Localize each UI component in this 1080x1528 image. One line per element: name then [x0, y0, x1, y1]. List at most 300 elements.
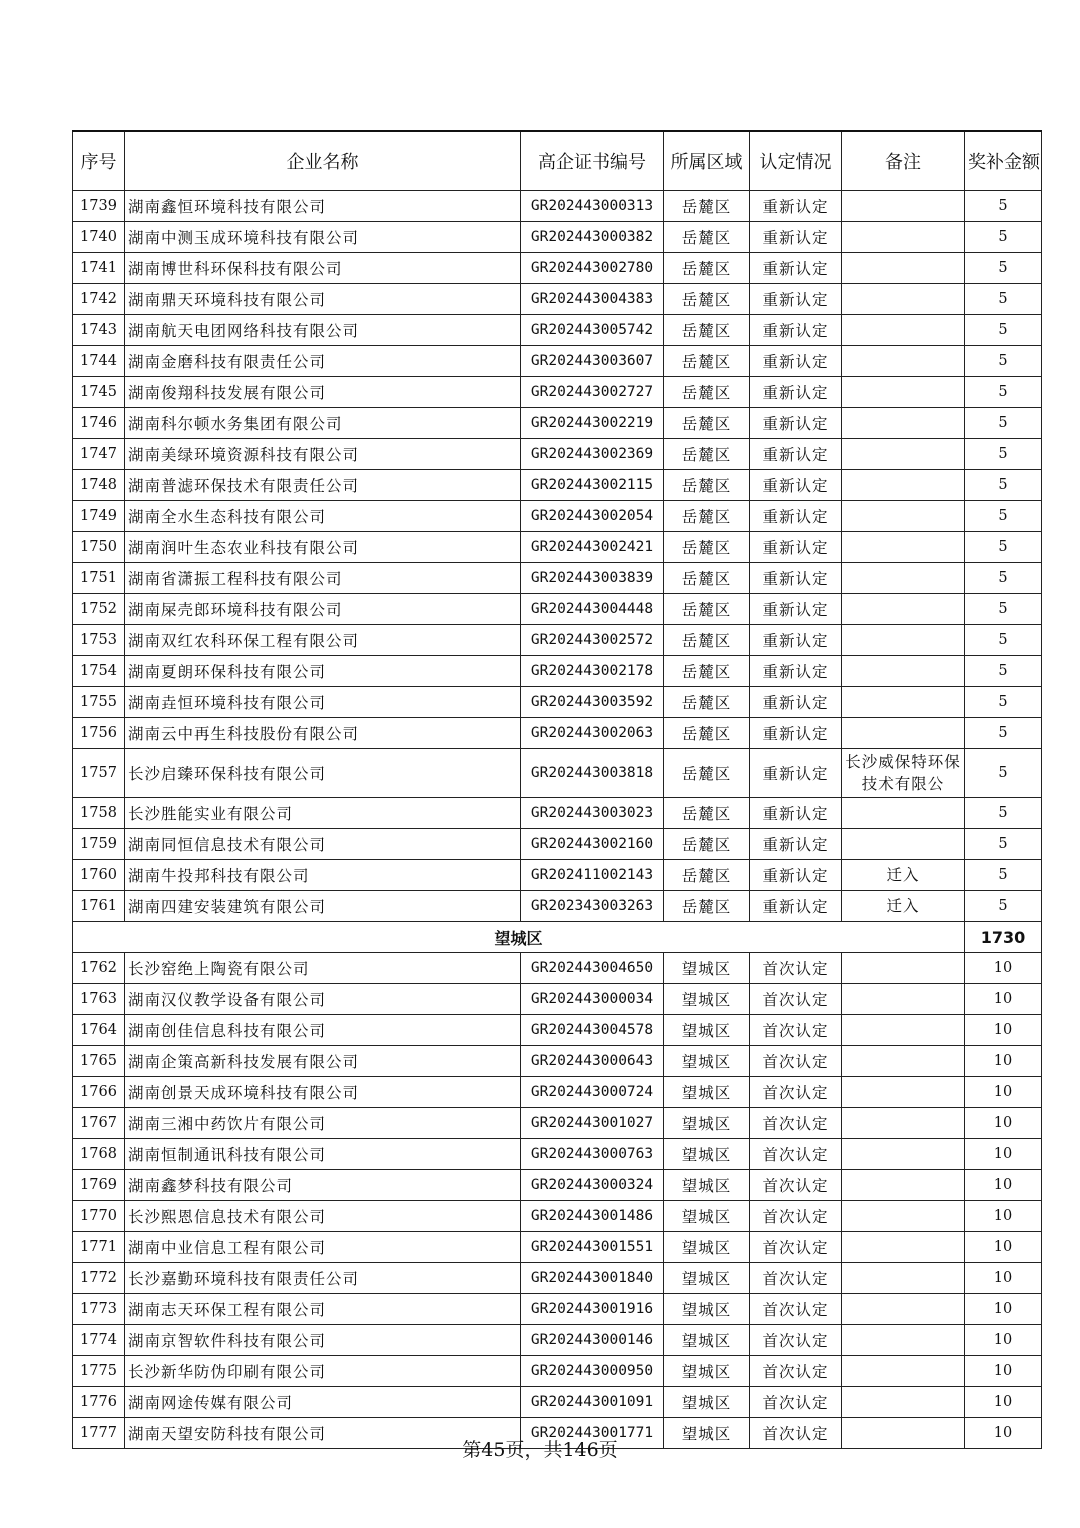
cell-cert-number: GR202443003607 — [521, 346, 664, 377]
table-row — [73, 1387, 1042, 1418]
cell-status: 首次认定 — [750, 953, 842, 984]
table-row — [73, 1170, 1042, 1201]
table-row — [73, 1325, 1042, 1356]
cell-no: 1760 — [73, 860, 125, 891]
cell-status: 重新认定 — [750, 501, 842, 532]
cell-no: 1751 — [73, 563, 125, 594]
cell-area: 岳麓区 — [664, 222, 750, 253]
cell-no: 1775 — [73, 1356, 125, 1387]
cell-note — [842, 377, 965, 408]
cell-no: 1763 — [73, 984, 125, 1015]
cell-area: 岳麓区 — [664, 284, 750, 315]
cell-status: 首次认定 — [750, 1046, 842, 1077]
cell-company-name: 湖南省潇振工程科技有限公司 — [125, 563, 521, 594]
cell-area: 岳麓区 — [664, 191, 750, 222]
table-row — [73, 1232, 1042, 1263]
cell-company-name: 湖南京智软件科技有限公司 — [125, 1325, 521, 1356]
cell-amount: 5 — [965, 829, 1042, 860]
table-row — [73, 563, 1042, 594]
cell-note — [842, 346, 965, 377]
cell-amount: 5 — [965, 377, 1042, 408]
cell-cert-number: GR202443003023 — [521, 798, 664, 829]
cell-note — [842, 1294, 965, 1325]
cell-amount: 10 — [965, 1263, 1042, 1294]
cell-area: 岳麓区 — [664, 749, 750, 798]
cell-status: 重新认定 — [750, 687, 842, 718]
cell-cert-number: GR202343003263 — [521, 891, 664, 922]
header-name: 企业名称 — [125, 131, 521, 191]
cell-cert-number: GR202443002160 — [521, 829, 664, 860]
cell-company-name: 长沙胜能实业有限公司 — [125, 798, 521, 829]
section-total: 1730 — [965, 922, 1042, 953]
cell-area: 岳麓区 — [664, 346, 750, 377]
cell-status: 重新认定 — [750, 222, 842, 253]
cell-no: 1746 — [73, 408, 125, 439]
cell-no: 1776 — [73, 1387, 125, 1418]
header-cert: 高企证书编号 — [521, 131, 664, 191]
cell-company-name: 湖南志天环保工程有限公司 — [125, 1294, 521, 1325]
cell-cert-number: GR202443002115 — [521, 470, 664, 501]
cell-cert-number: GR202443003839 — [521, 563, 664, 594]
cell-status: 首次认定 — [750, 1108, 842, 1139]
cell-status: 重新认定 — [750, 860, 842, 891]
cell-amount: 5 — [965, 718, 1042, 749]
cell-company-name: 湖南牛投邦科技有限公司 — [125, 860, 521, 891]
cell-amount: 10 — [965, 1356, 1042, 1387]
cell-cert-number: GR202443001027 — [521, 1108, 664, 1139]
cell-cert-number: GR202443003818 — [521, 749, 664, 798]
table-row — [73, 1015, 1042, 1046]
cell-note — [842, 439, 965, 470]
cell-company-name: 长沙熙恩信息技术有限公司 — [125, 1201, 521, 1232]
cell-note — [842, 1077, 965, 1108]
table-row — [73, 284, 1042, 315]
cell-status: 重新认定 — [750, 594, 842, 625]
cell-cert-number: GR202443000382 — [521, 222, 664, 253]
table-row — [73, 1201, 1042, 1232]
table-row — [73, 860, 1042, 891]
cell-company-name: 湖南屎壳郎环境科技有限公司 — [125, 594, 521, 625]
cell-amount: 5 — [965, 408, 1042, 439]
cell-no: 1773 — [73, 1294, 125, 1325]
table-row — [73, 222, 1042, 253]
cell-company-name: 湖南中测玉成环境科技有限公司 — [125, 222, 521, 253]
cell-status: 重新认定 — [750, 408, 842, 439]
cell-note — [842, 1015, 965, 1046]
cell-cert-number: GR202443001091 — [521, 1387, 664, 1418]
cell-note — [842, 829, 965, 860]
cell-area: 岳麓区 — [664, 377, 750, 408]
cell-cert-number: GR202443004578 — [521, 1015, 664, 1046]
cell-area: 岳麓区 — [664, 798, 750, 829]
table-row — [73, 953, 1042, 984]
cell-company-name: 湖南创佳信息科技有限公司 — [125, 1015, 521, 1046]
table-row — [73, 408, 1042, 439]
cell-area: 望城区 — [664, 1387, 750, 1418]
cell-amount: 5 — [965, 687, 1042, 718]
cell-status: 首次认定 — [750, 1077, 842, 1108]
cell-company-name: 湖南普滤环保技术有限责任公司 — [125, 470, 521, 501]
cell-amount: 5 — [965, 749, 1042, 798]
cell-company-name: 湖南双红农科环保工程有限公司 — [125, 625, 521, 656]
cell-note: 长沙威保特环保技术有限公 — [842, 749, 965, 798]
cell-cert-number: GR202443005742 — [521, 315, 664, 346]
cell-no: 1754 — [73, 656, 125, 687]
cell-status: 首次认定 — [750, 1418, 842, 1449]
cell-cert-number: GR202443002369 — [521, 439, 664, 470]
cell-note — [842, 1046, 965, 1077]
cell-amount: 10 — [965, 1201, 1042, 1232]
cell-company-name: 湖南四建安装建筑有限公司 — [125, 891, 521, 922]
cell-amount: 10 — [965, 1232, 1042, 1263]
page-footer: 第45页，共146页 — [462, 1439, 618, 1461]
cell-area: 望城区 — [664, 1077, 750, 1108]
cell-amount: 10 — [965, 1418, 1042, 1449]
cell-company-name: 湖南创景天成环境科技有限公司 — [125, 1077, 521, 1108]
cell-cert-number: GR202443002572 — [521, 625, 664, 656]
table-row — [73, 377, 1042, 408]
cell-note — [842, 532, 965, 563]
cell-cert-number: GR202443001916 — [521, 1294, 664, 1325]
table-row — [73, 984, 1042, 1015]
cell-status: 重新认定 — [750, 253, 842, 284]
table-row — [73, 891, 1042, 922]
cell-cert-number: GR202443004448 — [521, 594, 664, 625]
cell-status: 首次认定 — [750, 1232, 842, 1263]
cell-area: 望城区 — [664, 1325, 750, 1356]
cell-note: 迁入 — [842, 891, 965, 922]
cell-area: 岳麓区 — [664, 532, 750, 563]
cell-note — [842, 984, 965, 1015]
cell-note — [842, 1139, 965, 1170]
cell-no: 1771 — [73, 1232, 125, 1263]
cell-note — [842, 315, 965, 346]
cell-note — [842, 501, 965, 532]
cell-amount: 10 — [965, 1294, 1042, 1325]
cell-amount: 10 — [965, 1077, 1042, 1108]
cell-note — [842, 1356, 965, 1387]
cell-area: 岳麓区 — [664, 891, 750, 922]
cell-amount: 10 — [965, 1015, 1042, 1046]
cell-no: 1748 — [73, 470, 125, 501]
cell-area: 岳麓区 — [664, 315, 750, 346]
cell-cert-number: GR202443004650 — [521, 953, 664, 984]
cell-cert-number: GR202443000146 — [521, 1325, 664, 1356]
cell-note — [842, 687, 965, 718]
cell-cert-number: GR202443000763 — [521, 1139, 664, 1170]
cell-no: 1766 — [73, 1077, 125, 1108]
cell-company-name: 湖南博世科环保科技有限公司 — [125, 253, 521, 284]
header-status: 认定情况 — [750, 131, 842, 191]
cell-amount: 5 — [965, 346, 1042, 377]
cell-area: 望城区 — [664, 1294, 750, 1325]
cell-company-name: 湖南网途传媒有限公司 — [125, 1387, 521, 1418]
cell-amount: 10 — [965, 1387, 1042, 1418]
cell-status: 首次认定 — [750, 1170, 842, 1201]
cell-status: 首次认定 — [750, 984, 842, 1015]
cell-status: 重新认定 — [750, 625, 842, 656]
cell-status: 重新认定 — [750, 377, 842, 408]
cell-company-name: 湖南中业信息工程有限公司 — [125, 1232, 521, 1263]
cell-area: 望城区 — [664, 1108, 750, 1139]
cell-amount: 5 — [965, 798, 1042, 829]
cell-cert-number: GR202443000724 — [521, 1077, 664, 1108]
cell-no: 1762 — [73, 953, 125, 984]
cell-note — [842, 563, 965, 594]
table-row — [73, 656, 1042, 687]
cell-company-name: 湖南同恒信息技术有限公司 — [125, 829, 521, 860]
cell-status: 首次认定 — [750, 1294, 842, 1325]
cell-note — [842, 1201, 965, 1232]
cell-no: 1745 — [73, 377, 125, 408]
cell-amount: 5 — [965, 563, 1042, 594]
cell-area: 岳麓区 — [664, 563, 750, 594]
cell-status: 重新认定 — [750, 284, 842, 315]
cell-area: 望城区 — [664, 1139, 750, 1170]
cell-amount: 5 — [965, 315, 1042, 346]
cell-area: 岳麓区 — [664, 718, 750, 749]
table-row — [73, 594, 1042, 625]
cell-area: 望城区 — [664, 1201, 750, 1232]
cell-note — [842, 191, 965, 222]
cell-area: 望城区 — [664, 953, 750, 984]
cell-company-name: 湖南润叶生态农业科技有限公司 — [125, 532, 521, 563]
cell-cert-number: GR202443003592 — [521, 687, 664, 718]
cell-status: 重新认定 — [750, 191, 842, 222]
table-row — [73, 346, 1042, 377]
cell-cert-number: GR202443001551 — [521, 1232, 664, 1263]
cell-company-name: 湖南云中再生科技股份有限公司 — [125, 718, 521, 749]
cell-company-name: 湖南俊翔科技发展有限公司 — [125, 377, 521, 408]
cell-no: 1755 — [73, 687, 125, 718]
cell-no: 1761 — [73, 891, 125, 922]
cell-area: 望城区 — [664, 1015, 750, 1046]
cell-cert-number: GR202443001486 — [521, 1201, 664, 1232]
cell-status: 首次认定 — [750, 1139, 842, 1170]
table-row — [73, 1294, 1042, 1325]
cell-cert-number: GR202443000313 — [521, 191, 664, 222]
cell-no: 1749 — [73, 501, 125, 532]
cell-note — [842, 625, 965, 656]
cell-area: 望城区 — [664, 1170, 750, 1201]
cell-status: 重新认定 — [750, 470, 842, 501]
cell-note — [842, 953, 965, 984]
cell-cert-number: GR202443001840 — [521, 1263, 664, 1294]
cell-no: 1747 — [73, 439, 125, 470]
cell-no: 1765 — [73, 1046, 125, 1077]
cell-company-name: 湖南金磨科技有限责任公司 — [125, 346, 521, 377]
cell-area: 望城区 — [664, 1263, 750, 1294]
cell-status: 重新认定 — [750, 718, 842, 749]
cell-cert-number: GR202411002143 — [521, 860, 664, 891]
cell-area: 望城区 — [664, 1046, 750, 1077]
cell-cert-number: GR202443002054 — [521, 501, 664, 532]
cell-no: 1768 — [73, 1139, 125, 1170]
cell-note — [842, 1387, 965, 1418]
cell-company-name: 长沙启臻环保科技有限公司 — [125, 749, 521, 798]
cell-amount: 5 — [965, 284, 1042, 315]
cell-no: 1753 — [73, 625, 125, 656]
table-row — [73, 1077, 1042, 1108]
cell-amount: 10 — [965, 1170, 1042, 1201]
cell-status: 重新认定 — [750, 891, 842, 922]
cell-area: 望城区 — [664, 1418, 750, 1449]
cell-status: 首次认定 — [750, 1325, 842, 1356]
cell-note — [842, 1108, 965, 1139]
cell-no: 1774 — [73, 1325, 125, 1356]
section-name: 望城区 — [73, 922, 965, 953]
cell-status: 重新认定 — [750, 563, 842, 594]
cell-area: 岳麓区 — [664, 625, 750, 656]
cell-amount: 5 — [965, 656, 1042, 687]
cell-note: 迁入 — [842, 860, 965, 891]
cell-status: 首次认定 — [750, 1201, 842, 1232]
cell-amount: 5 — [965, 532, 1042, 563]
cell-status: 重新认定 — [750, 532, 842, 563]
cell-area: 岳麓区 — [664, 656, 750, 687]
cell-no: 1770 — [73, 1201, 125, 1232]
table-row — [73, 470, 1042, 501]
cell-amount: 10 — [965, 1108, 1042, 1139]
cell-no: 1757 — [73, 749, 125, 798]
cell-status: 重新认定 — [750, 346, 842, 377]
cell-no: 1767 — [73, 1108, 125, 1139]
cell-note — [842, 718, 965, 749]
cell-no: 1744 — [73, 346, 125, 377]
cell-note — [842, 594, 965, 625]
cell-amount: 10 — [965, 1325, 1042, 1356]
cell-amount: 10 — [965, 1139, 1042, 1170]
cell-amount: 5 — [965, 222, 1042, 253]
table-row — [73, 1356, 1042, 1387]
cell-status: 重新认定 — [750, 798, 842, 829]
cell-company-name: 湖南航天电团网络科技有限公司 — [125, 315, 521, 346]
cell-no: 1764 — [73, 1015, 125, 1046]
cell-no: 1758 — [73, 798, 125, 829]
cell-area: 岳麓区 — [664, 829, 750, 860]
cell-amount: 10 — [965, 953, 1042, 984]
cell-note — [842, 253, 965, 284]
table-row — [73, 439, 1042, 470]
table-row — [73, 1046, 1042, 1077]
cell-status: 首次认定 — [750, 1387, 842, 1418]
cell-note — [842, 656, 965, 687]
cell-no: 1777 — [73, 1418, 125, 1449]
cell-cert-number: GR202443002219 — [521, 408, 664, 439]
cell-cert-number: GR202443000950 — [521, 1356, 664, 1387]
table-row — [73, 798, 1042, 829]
cell-note — [842, 1170, 965, 1201]
table-row — [73, 191, 1042, 222]
section-row — [73, 922, 1042, 953]
table-row — [73, 749, 1042, 798]
cell-area: 岳麓区 — [664, 860, 750, 891]
cell-cert-number: GR202443001771 — [521, 1418, 664, 1449]
cell-note — [842, 1232, 965, 1263]
cell-amount: 5 — [965, 501, 1042, 532]
cell-no: 1740 — [73, 222, 125, 253]
cell-no: 1772 — [73, 1263, 125, 1294]
cell-amount: 5 — [965, 439, 1042, 470]
cell-cert-number: GR202443002063 — [521, 718, 664, 749]
cell-area: 岳麓区 — [664, 253, 750, 284]
table-row — [73, 829, 1042, 860]
cell-amount: 5 — [965, 191, 1042, 222]
cell-no: 1741 — [73, 253, 125, 284]
table-row — [73, 718, 1042, 749]
cell-no: 1759 — [73, 829, 125, 860]
cell-status: 重新认定 — [750, 439, 842, 470]
cell-company-name: 湖南全水生态科技有限公司 — [125, 501, 521, 532]
table-row — [73, 625, 1042, 656]
cell-note — [842, 284, 965, 315]
table-row — [73, 687, 1042, 718]
cell-area: 望城区 — [664, 984, 750, 1015]
table-row — [73, 1108, 1042, 1139]
cell-status: 重新认定 — [750, 656, 842, 687]
cell-no: 1739 — [73, 191, 125, 222]
cell-status: 首次认定 — [750, 1356, 842, 1387]
cell-cert-number: GR202443000324 — [521, 1170, 664, 1201]
cell-amount: 5 — [965, 253, 1042, 284]
cell-area: 岳麓区 — [664, 439, 750, 470]
cell-no: 1742 — [73, 284, 125, 315]
cell-area: 岳麓区 — [664, 408, 750, 439]
cell-company-name: 湖南三湘中药饮片有限公司 — [125, 1108, 521, 1139]
cell-company-name: 湖南鑫梦科技有限公司 — [125, 1170, 521, 1201]
table-row — [73, 532, 1042, 563]
table-row — [73, 501, 1042, 532]
cell-status: 重新认定 — [750, 315, 842, 346]
header-no: 序号 — [73, 131, 125, 191]
cell-company-name: 长沙窑绝上陶瓷有限公司 — [125, 953, 521, 984]
cell-area: 望城区 — [664, 1232, 750, 1263]
table-header-row — [73, 131, 1042, 191]
cell-area: 岳麓区 — [664, 594, 750, 625]
table-row — [73, 315, 1042, 346]
cell-cert-number: GR202443000034 — [521, 984, 664, 1015]
cell-note — [842, 798, 965, 829]
cell-company-name: 湖南汉仪教学设备有限公司 — [125, 984, 521, 1015]
table-row — [73, 1263, 1042, 1294]
table-row — [73, 1139, 1042, 1170]
cell-company-name: 湖南垚恒环境科技有限公司 — [125, 687, 521, 718]
cell-no: 1750 — [73, 532, 125, 563]
cell-status: 首次认定 — [750, 1263, 842, 1294]
cell-cert-number: GR202443002421 — [521, 532, 664, 563]
cell-amount: 5 — [965, 470, 1042, 501]
cell-cert-number: GR202443004383 — [521, 284, 664, 315]
cell-company-name: 湖南天望安防科技有限公司 — [125, 1418, 521, 1449]
cell-company-name: 湖南鑫恒环境科技有限公司 — [125, 191, 521, 222]
cell-company-name: 湖南美绿环境资源科技有限公司 — [125, 439, 521, 470]
cell-amount: 5 — [965, 860, 1042, 891]
cell-amount: 10 — [965, 1046, 1042, 1077]
header-note: 备注 — [842, 131, 965, 191]
cell-area: 岳麓区 — [664, 687, 750, 718]
cell-area: 岳麓区 — [664, 470, 750, 501]
cell-cert-number: GR202443002780 — [521, 253, 664, 284]
cell-note — [842, 222, 965, 253]
cell-amount: 5 — [965, 594, 1042, 625]
cell-status: 重新认定 — [750, 749, 842, 798]
cell-no: 1743 — [73, 315, 125, 346]
cell-note — [842, 470, 965, 501]
cell-cert-number: GR202443002727 — [521, 377, 664, 408]
cell-cert-number: GR202443002178 — [521, 656, 664, 687]
cell-company-name: 长沙新华防伪印刷有限公司 — [125, 1356, 521, 1387]
cell-company-name: 湖南企策高新科技发展有限公司 — [125, 1046, 521, 1077]
